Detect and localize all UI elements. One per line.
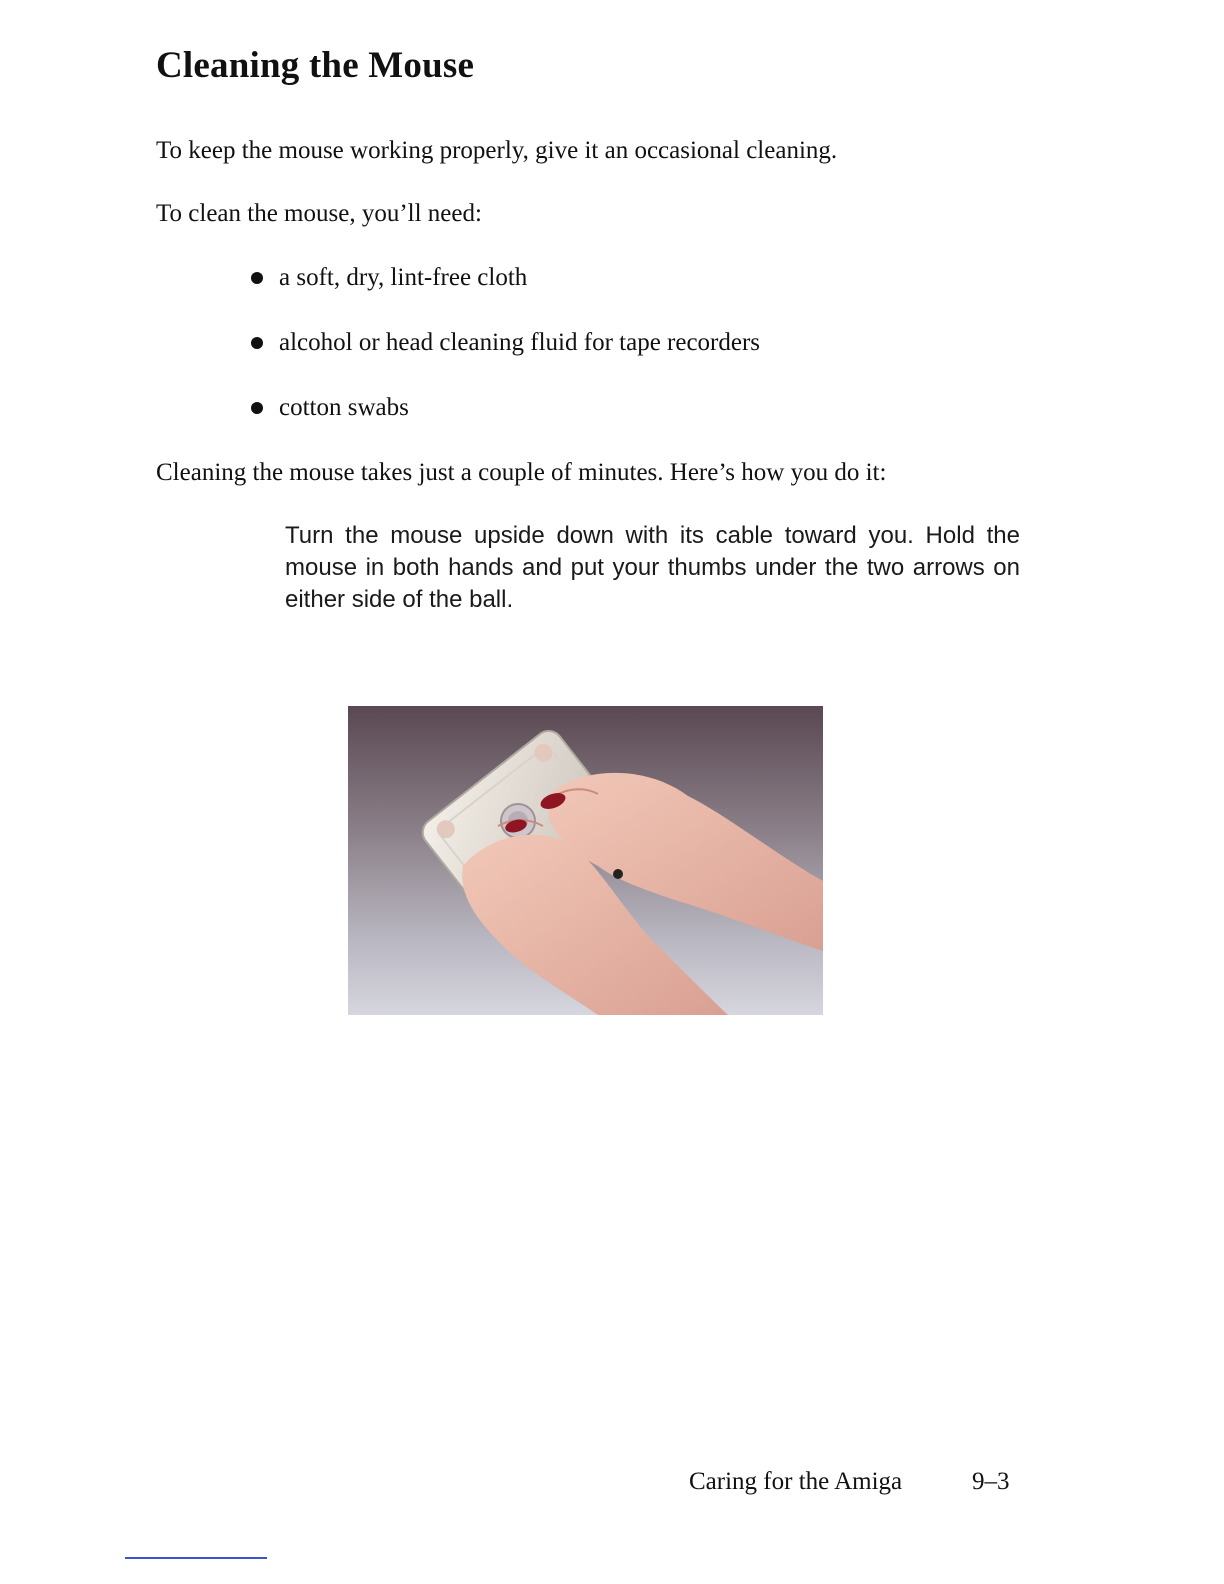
list-item [250,329,760,394]
page-number: 9–3 [972,1468,1010,1495]
intro-paragraph: To keep the mouse working properly, give it an occasional cleaning. [156,137,838,164]
list-item-text: alcohol or head cleaning fluid for tape recorders [279,329,761,356]
hands-holding-mouse-illustration [348,706,823,1015]
list-item [250,394,760,459]
footer-section-title: Caring for the Amiga [689,1468,903,1495]
supplies-intro: To clean the mouse, you’ll need: [156,200,482,227]
bullet-icon [251,272,263,284]
steps-intro: Cleaning the mouse takes just a couple of minutes. Here’s how you do it: [156,459,887,486]
list-item-text: a soft, dry, lint-free cloth [279,264,528,291]
corner-rule-line [125,1557,267,1559]
mouse-cleaning-photo [348,706,823,1015]
list-item [250,264,760,329]
instruction-step: Turn the mouse upside down with its cable toward you. Hold the mouse in both hands and put your thumbs under the two arrows on either side of the ball. [285,522,1020,613]
page-title: Cleaning the Mouse [156,45,475,86]
supplies-list [250,264,760,459]
bullet-icon [251,337,263,349]
bullet-icon [251,402,263,414]
list-item-text: cotton swabs [279,394,409,421]
